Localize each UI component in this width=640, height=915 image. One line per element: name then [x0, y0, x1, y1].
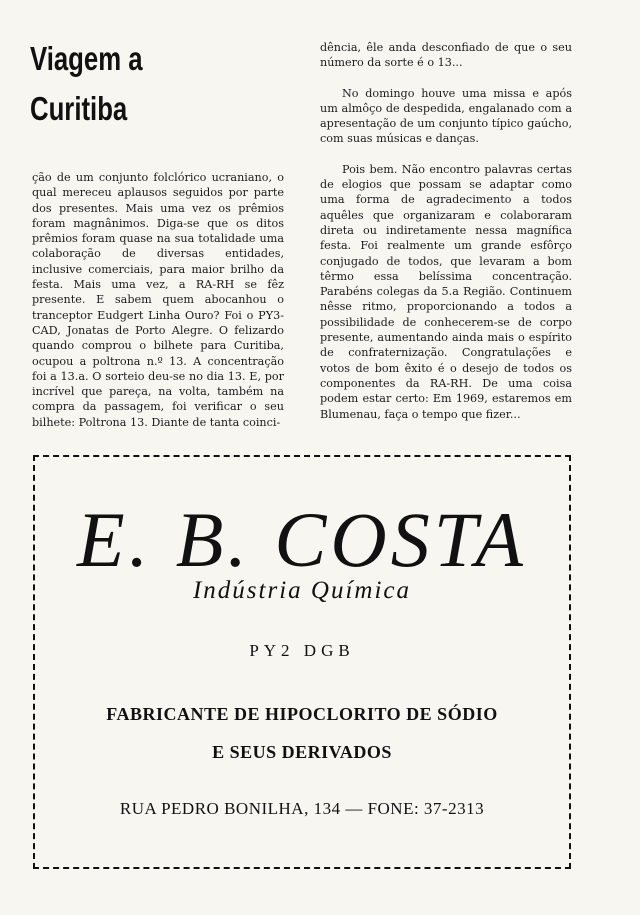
left-paragraph: ção de um conjunto folclórico ucraniano, o qual mereceu aplausos seguidos por parte dos presentes. Mais uma vez os prêmios foram magnânimos. Diga-se que os ditos prêmios foram quase na sua totalidade uma colaboração de diversas entidades, inclusive comerciais, para maior brilho da festa. Mais uma vez, a RA-RH se fêz presente. E sabem quem abocanhou o tranceptor Eudgert Linha Ouro? Foi o PY3-CAD, Jonatas de Porto Alegre. O felizardo quando comprou o bilhete para Curitiba, ocupou a poltrona n.º 13. A concentração foi a 13.a. O sorteio deu-se no dia 13. E, por incrível que pareça, na volta, também na compra da passagem, foi verificar o seu bilhete: Poltrona 13. Diante de tanta coinci- — [32, 171, 284, 429]
right-column — [320, 40, 572, 422]
ad-product-line-2: E SEUS DERIVADOS — [212, 742, 392, 762]
ad-callsign: PY2 DGB — [249, 641, 355, 660]
article-title — [30, 34, 241, 134]
article-title-line1: Viagem a — [30, 40, 143, 77]
ad-subtitle: Indústria Química — [192, 577, 412, 604]
ad-product-line-1: FABRICANTE DE HIPOCLORITO DE SÓDIO — [106, 704, 498, 724]
ad-address: RUA PEDRO BONILHA, 134 — FONE: 37-2313 — [119, 799, 485, 818]
right-paragraph-1: dência, êle anda desconfiado de que o seu número da sorte é o 13... — [320, 41, 572, 70]
ad-company-name: E. B. COSTA — [77, 496, 527, 583]
advertisement-box — [33, 455, 571, 869]
right-paragraph-3: Pois bem. Não encontro palavras certas de elogios que possam se adaptar como uma forma de agradecimento a todos aquêles que organizaram e colaboraram direta ou indiretamente nessa magnífica festa. Foi realmente um grande esfôrço conjugado de todos, que levaram a bom têrmo essa belíssima concentração. Parabéns colegas da 5.a Região. Continuem nêsse ritmo, proporcionando a todos a possibilidade de conhecerem-se de corpo presente, aumentando ainda mais o espírito de confraternização. Congratulações e votos de bom êxito é o desejo de todos os componentes da RA-RH. De uma coisa podem estar certo: Em 1969, estaremos em Blumenau, faça o tempo que fizer... — [320, 162, 572, 421]
left-column — [32, 170, 284, 430]
right-paragraph-2: No domingo houve uma missa e após um almôço de despedida, engalanado com a apresentação de um conjunto típico gaúcho, com suas músicas e danças. — [320, 86, 572, 146]
article-title-line2: Curitiba — [30, 90, 128, 127]
